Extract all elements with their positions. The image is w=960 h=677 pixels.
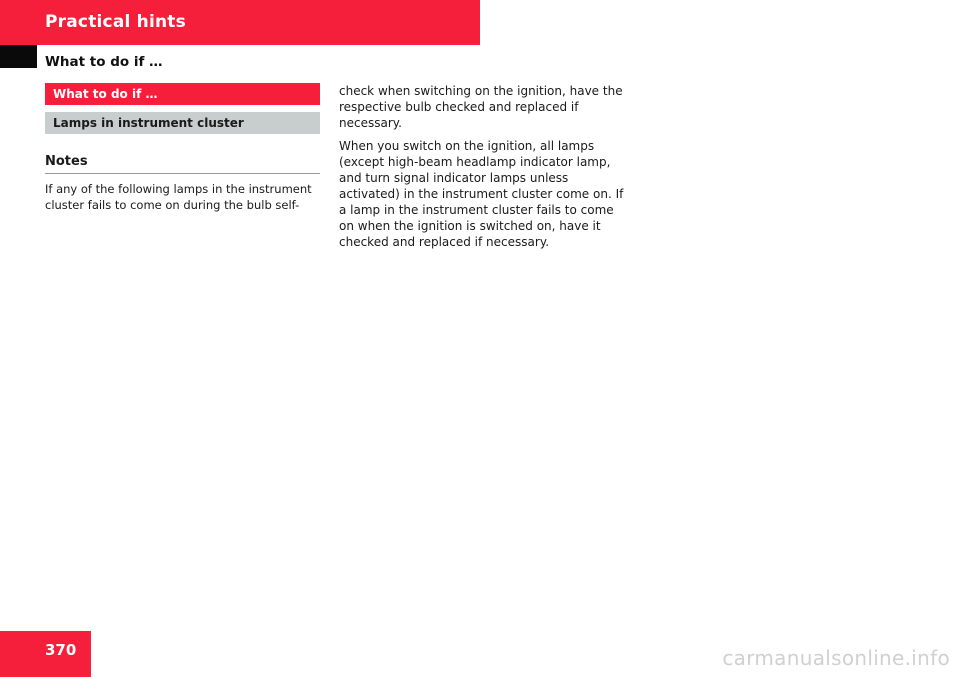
topic-header-gray (45, 112, 320, 134)
page-number-box (0, 631, 91, 677)
watermark: carmanualsonline.info (722, 646, 950, 670)
page-subtitle: What to do if … (45, 54, 163, 70)
left-column (45, 181, 325, 220)
section-banner (0, 0, 480, 45)
right-paragraph-1: check when switching on the ignition, have the respective bulb checked and replaced if necessary. (339, 84, 623, 130)
page-number: 370 (45, 641, 77, 659)
topic-header-red (45, 83, 320, 105)
right-paragraph-2: When you switch on the ignition, all lamps (except high-beam headlamp indicator lamp, and turn signal indicator lamps unless activated) in the instrument cluster come on. If a lamp in the instrument cluster fails to come on when the ignition is switched on, have it checked and replaced if necessary. (339, 139, 624, 249)
right-column (339, 83, 624, 257)
topic-header-gray-label: Lamps in instrument cluster (53, 116, 244, 130)
section-title: Practical hints (45, 12, 186, 32)
notes-heading: Notes (45, 154, 320, 174)
topic-header-red-label: What to do if … (53, 87, 158, 101)
section-tab-marker (0, 45, 37, 68)
left-paragraph: If any of the following lamps in the instrument cluster fails to come on during the bulb self- (45, 182, 312, 212)
